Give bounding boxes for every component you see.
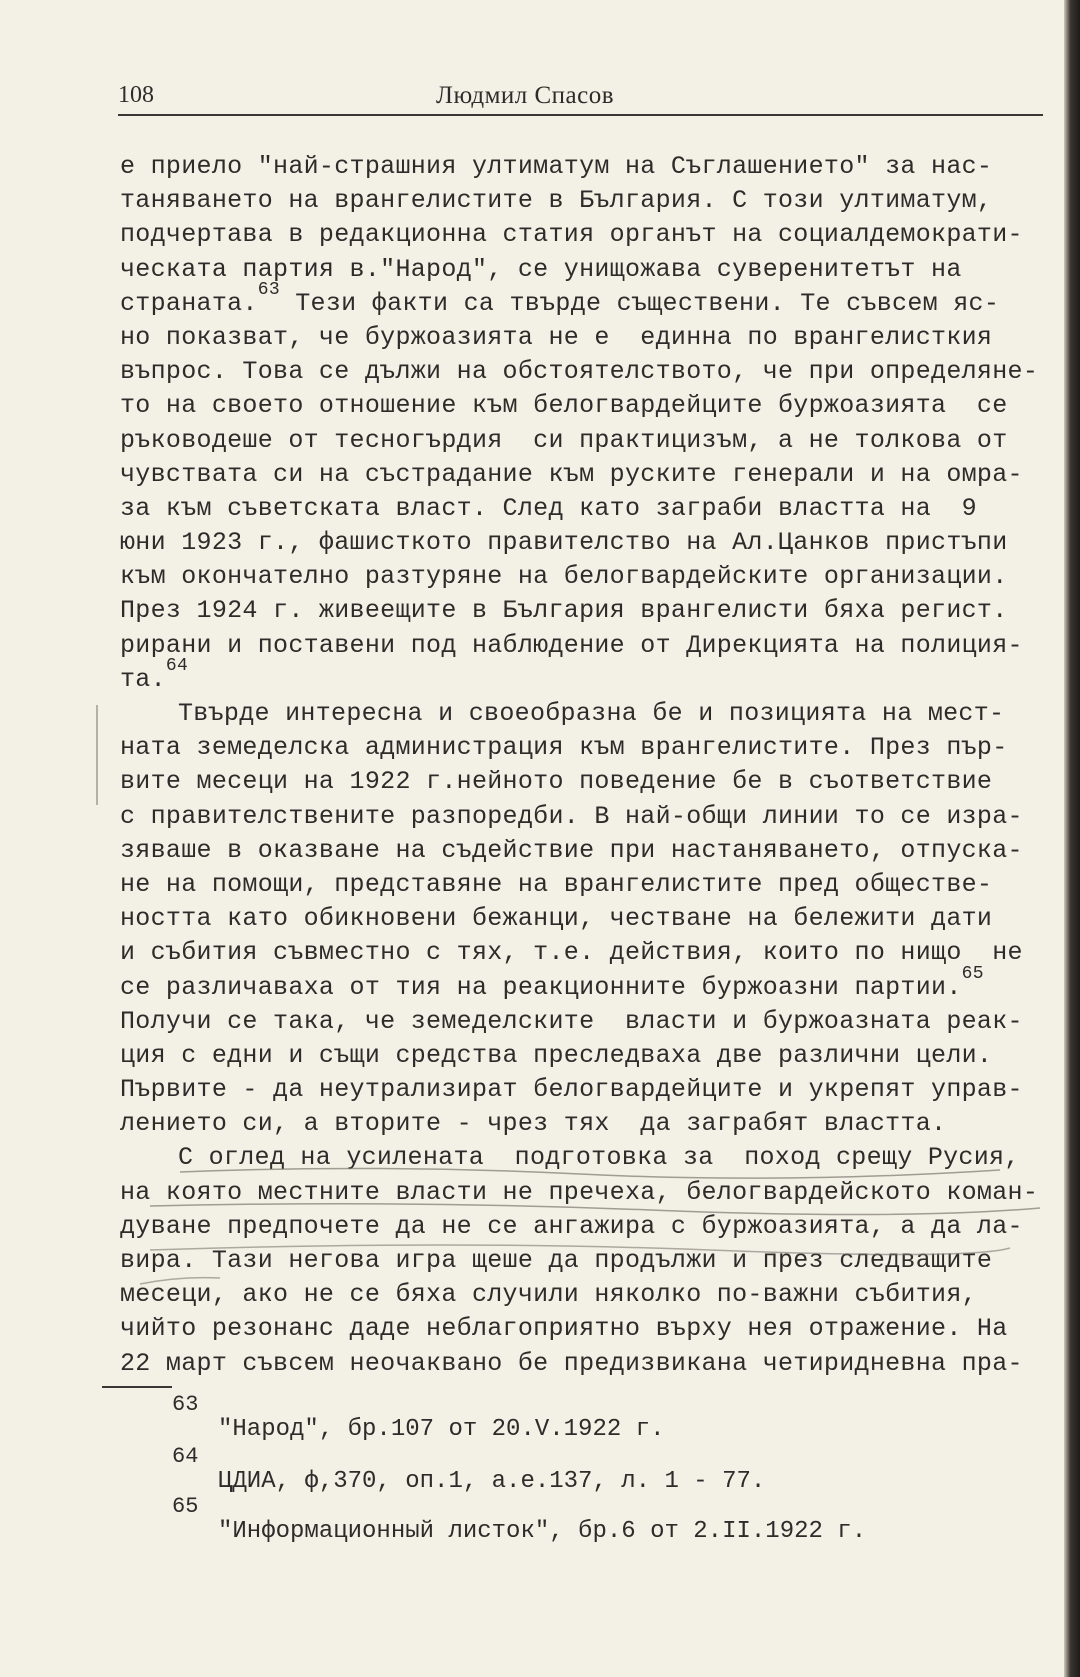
text-line [120,697,1050,731]
text-line-content: се различаваха от тия на реакционните буржоазни партии. [120,972,962,1002]
text-line-content: към окончателно разтуряне на белогвардейските организации. [120,562,1008,592]
text-line [120,1244,1050,1278]
text-line-content: подчертава в редакционна статия органът на социалдемократи- [120,220,1023,250]
text-line [120,629,1050,663]
text-line-content: страната. [120,288,258,318]
footnote-reference[interactable]: 63 [257,279,280,300]
text-line-content: е приело "най-страшния ултиматум на Съглашението" за нас- [120,152,993,181]
text-line-content: въпрос. Това се дължи на обстоятелството, че при определяне- [120,357,1039,387]
text-line-content: През 1924 г. живеещите в България врангелисти бяха регист. [120,596,1008,626]
footnote-text: "Народ", бр.107 от 20.V.1922 г. [218,1416,665,1443]
running-header-author: Людмил Спасов [436,82,615,109]
text-line-content: лението си, а вторите - чрез тях да заграбят властта. [120,1109,947,1139]
header-rule [118,114,1043,116]
text-line [120,594,1050,628]
text-line [120,184,1050,218]
text-line [120,1107,1050,1141]
text-line [120,800,1050,834]
book-spine-edge [1064,0,1080,1677]
text-line-content: с правителствените разпоредби. В най-общи линии то се изра- [120,801,1023,831]
footnote-text: "Информационный листок", бр.6 от 2.II.1922 г. [218,1518,867,1545]
text-line [120,936,1050,970]
text-line [120,492,1050,526]
text-line-content: вира. Тази негова игра щеше да продължи и през следващите [120,1246,993,1275]
footnote-number: 65 [172,1494,199,1519]
text-line [120,1073,1050,1107]
footnote-rule [102,1386,172,1388]
text-line-content: то на своето отношение към белогвардейците буржоазията се [120,391,1008,421]
text-line-content: рирани и поставени под наблюдение от Дирекцията на полиция- [120,630,1023,660]
text-line-content: Тези факти са твърде съществени. Те съвсем яс- [279,288,1000,318]
text-line [120,321,1050,355]
text-line [120,902,1050,936]
text-line-content: чийто резонанс даде неблагоприятно върху нея отражение. На [120,1314,1008,1344]
text-line [120,834,1050,868]
text-line [120,389,1050,423]
footnote-reference[interactable]: 64 [165,655,189,676]
text-line [120,526,1050,560]
text-line-content: ръководеше от тесногърдия си практицизъм, а не толкова от [120,425,1008,455]
footnote-reference[interactable]: 65 [961,963,984,984]
text-line-content: Получи се така, че земеделските власти и буржоазната реак- [120,1006,1023,1036]
footnote-number: 63 [172,1392,199,1417]
footnote-text: ЦДИА, ф,370, оп.1, а.е.137, л. 1 - 77. [218,1468,766,1495]
running-header [118,80,1043,116]
text-line [120,1141,1050,1175]
text-line-content: ната земеделска администрация към врангелистите. През пър- [120,733,1008,763]
text-line-content: 22 март съвсем неочаквано бе предизвикана четиридневна пра- [120,1348,1023,1378]
text-line-content: на която местните власти не пречеха, белогвардейското коман- [120,1177,1039,1207]
body-text [120,150,1050,1381]
text-line-content: дуване предпочете да не се ангажира с буржоазията, а да ла- [120,1211,1023,1241]
text-line-content: С оглед на усилената подготовка за поход срещу Русия, [178,1143,1020,1173]
text-line-content: чувствата си на състрадание към руските генерали и на омра- [120,459,1023,489]
text-line [120,1312,1050,1346]
text-line [120,560,1050,594]
text-line-content: но показват, че буржоазията не е единна по врангелисткия [120,322,993,352]
text-line [120,279,1050,321]
text-line-content: та. [120,664,166,694]
text-line-content: за към съветската власт. След като заграби властта на 9 [120,493,977,523]
text-line [120,731,1050,765]
text-line [120,1278,1050,1312]
text-line [120,765,1050,799]
pencil-margin-mark [96,705,98,805]
text-line [120,963,1050,1005]
text-line [120,868,1050,902]
text-line [120,355,1050,389]
text-line [120,1176,1050,1210]
text-line-content: ността като обикновени бежанци, честване на бележити дати [120,904,993,934]
text-line-content: ция с едни и същи средства преследваха две различни цели. [120,1040,993,1070]
text-line-content: Твърде интересна и своеобразна бе и позицията на мест- [178,699,1005,728]
text-line [120,1005,1050,1039]
text-line-content: таняването на врангелистите в България. С този ултиматум, [120,186,993,216]
text-line [120,655,1050,697]
text-line-content: вите месеци на 1922 г.нейното поведение бе в съответствие [120,767,993,797]
text-line-content: Първите - да неутрализират белогвардейците и укрепят управ- [120,1075,1023,1105]
text-line-content: не на помощи, представяне на врангелистите пред обществе- [120,869,993,899]
text-line-content: ческата партия в."Народ", се унищожава суверенитетът на [120,254,962,284]
footnote-number: 64 [172,1444,199,1469]
text-line-content: юни 1923 г., фашисткото правителство на Ал.Цанков пристъпи [120,528,1008,558]
text-line [120,458,1050,492]
text-line [120,1347,1050,1381]
text-line-content: месеци, ако не се бяха случили няколко по-важни събития, [120,1280,977,1310]
text-line [120,424,1050,458]
text-line-content: и събития съвместно с тях, т.е. действия, които по нищо не [120,938,1023,968]
text-line [120,150,1050,184]
text-line [120,1210,1050,1244]
text-line [120,1039,1050,1073]
page-number: 108 [118,82,154,108]
text-line [120,218,1050,252]
text-line-content: зяваше в оказване на съдействие при настаняването, отпуска- [120,835,1023,865]
